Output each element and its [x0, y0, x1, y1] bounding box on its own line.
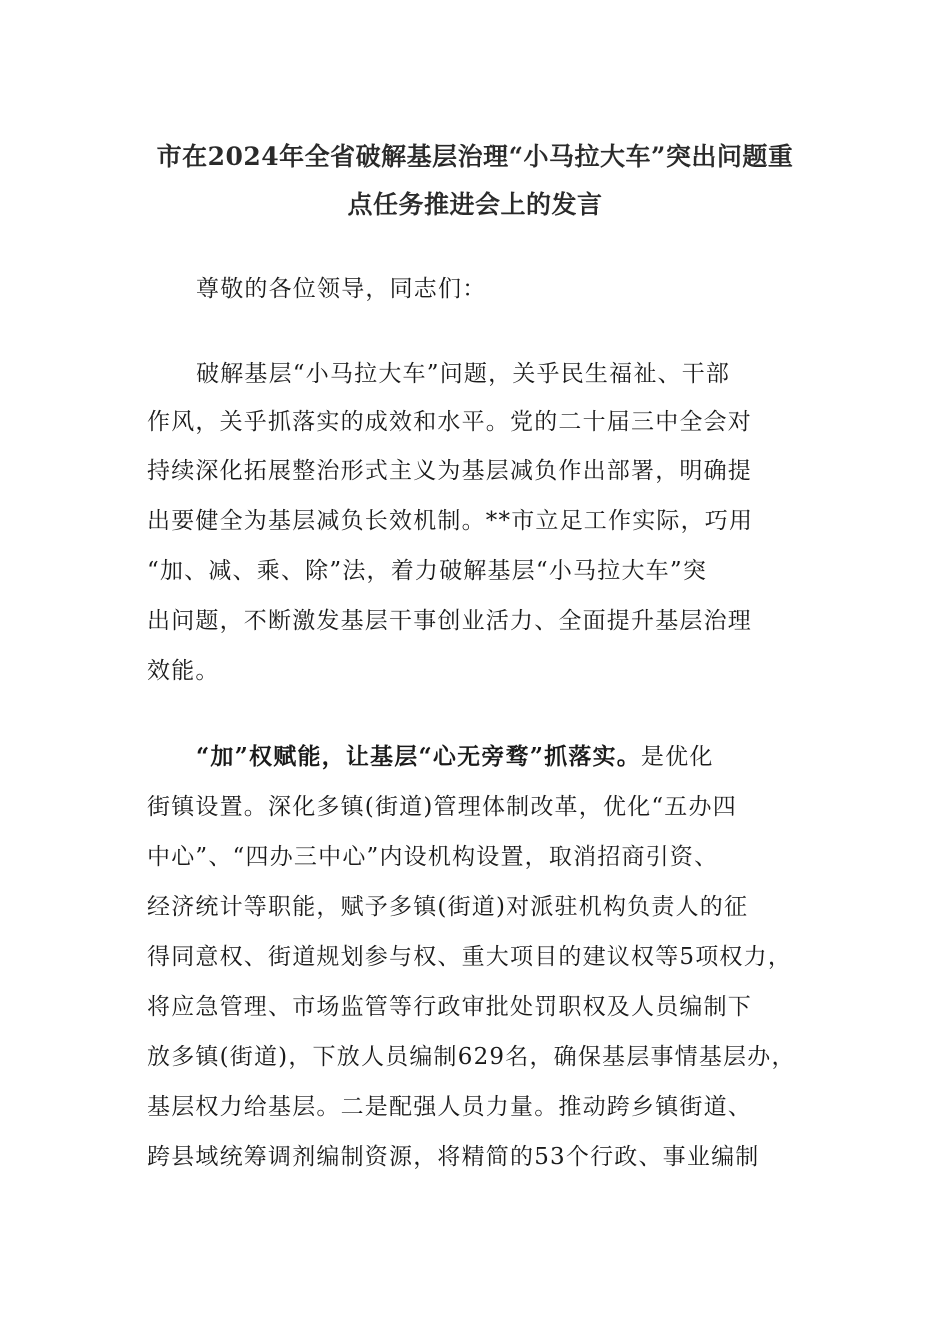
paragraph-1-line: 破解基层“小马拉大车”问题，关乎民生福祉、干部 — [196, 361, 731, 387]
document-title-line-2: 点任务推进会上的发言 — [347, 190, 603, 219]
paragraph-2-line: 经济统计等职能，赋予多镇(街道)对派驻机构负责人的征 — [147, 894, 749, 920]
paragraph-1-line: 效能。 — [147, 658, 220, 684]
paragraph-2-line: 基层权力给基层。二是配强人员力量。推动跨乡镇街道、 — [147, 1094, 752, 1120]
paragraph-2-line: 跨县域统筹调剂编制资源，将精简的53个行政、事业编制 — [147, 1144, 760, 1170]
paragraph-1-line: 持续深化拓展整治形式主义为基层减负作出部署，明确提 — [147, 458, 752, 484]
paragraph-2-line: 将应急管理、市场监管等行政审批处罚职权及人员编制下 — [147, 994, 752, 1020]
paragraph-2-text: 是优化 — [640, 744, 714, 770]
paragraph-1-line: “加、减、乘、除”法，着力破解基层“小马拉大车”突 — [147, 558, 708, 584]
paragraph-2-line: 街镇设置。深化多镇(街道)管理体制改革，优化“五办四 — [147, 794, 737, 820]
paragraph-1-line: 出问题，不断激发基层干事创业活力、全面提升基层治理 — [147, 608, 752, 634]
document-title-line-1: 市在2024年全省破解基层治理“小马拉大车”突出问题重 — [156, 142, 794, 171]
salutation: 尊敬的各位领导，同志们： — [196, 276, 487, 302]
paragraph-2-first-line — [196, 742, 714, 772]
paragraph-1-line: 出要健全为基层减负长效机制。**市立足工作实际，巧用 — [147, 508, 754, 534]
paragraph-2-line: 得同意权、街道规划参与权、重大项目的建议权等5项权力， — [147, 944, 793, 970]
paragraph-2-line: 中心”、“四办三中心”内设机构设置，取消招商引资、 — [147, 844, 719, 870]
paragraph-1-line: 作风，关乎抓落实的成效和水平。党的二十届三中全会对 — [147, 409, 752, 435]
paragraph-2-line: 放多镇(街道)，下放人员编制629名，确保基层事情基层办， — [147, 1044, 796, 1070]
section-heading: “加”权赋能，让基层“心无旁骛”抓落实。 — [196, 743, 641, 770]
